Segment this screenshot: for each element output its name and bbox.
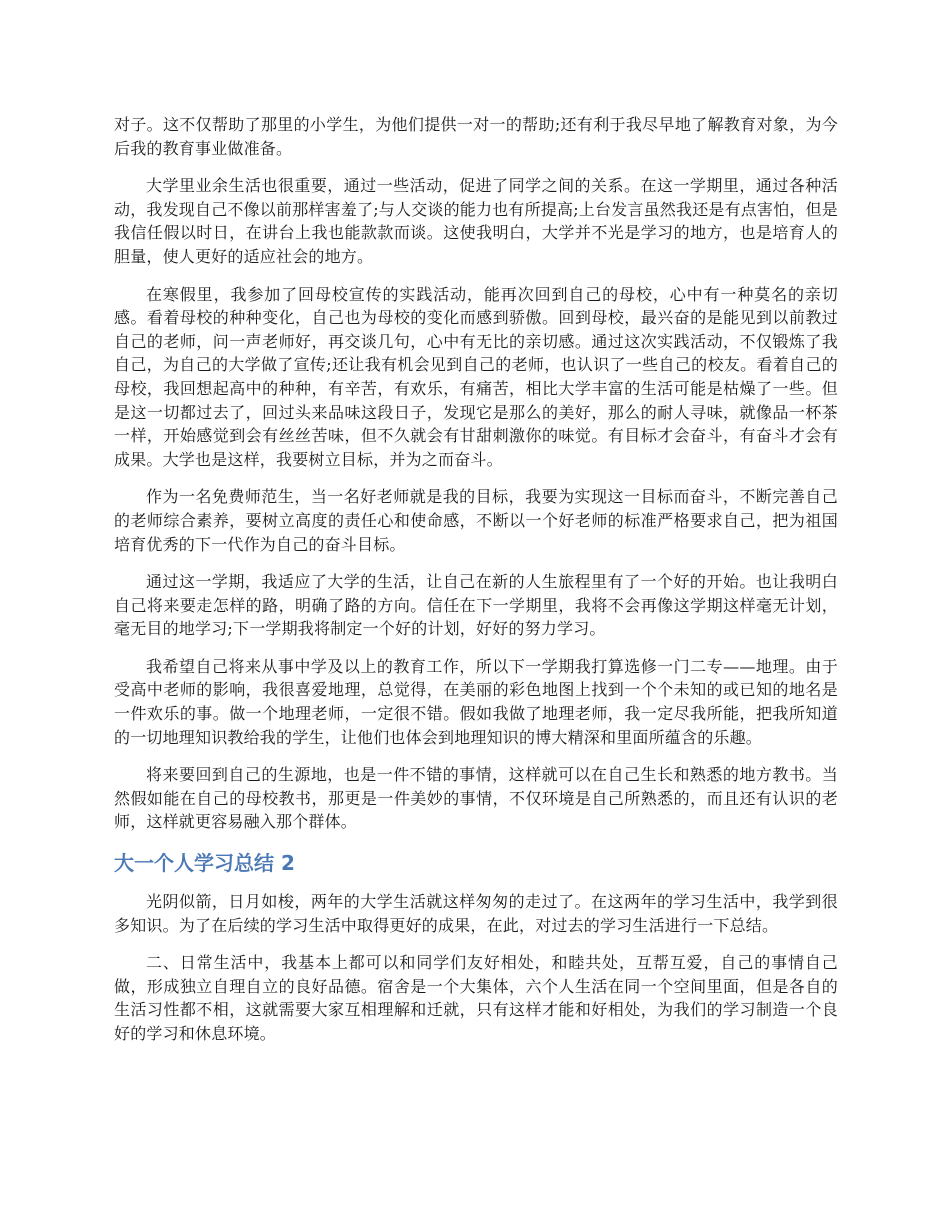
- section-heading: 大一个人学习总结 2: [114, 851, 295, 876]
- paragraph: 在寒假里，我参加了回母校宣传的实践活动，能再次回到自己的母校，心中有一种莫名的亲切感。看着母校的种种变化，自己也为母校的变化而感到骄傲。回到母校，最兴奋的是能见到以前教过自己的老师，问一声老师好，再交谈几句，心中有无比的亲切感。通过这次实践活动，不仅锻炼了我自己，为自己的大学做了宣传;还让我有机会见到自己的老师，也认识了一些自己的校友。看着自己的母校，我回想起高中的种种，有辛苦，有欢乐，有痛苦，相比大学丰富的生活可能是枯燥了一些。但是这一切都过去了，回过头来品味这段日子，发现它是那么的美好，那么的耐人寻味，就像品一杯茶一样，开始感觉到会有丝丝苦味，但不久就会有甘甜刺激你的味觉。有目标才会奋斗，有奋斗才会有成果。大学也是这样，我要树立目标，并为之而奋斗。: [114, 284, 838, 469]
- paragraph: 我希望自己将来从事中学及以上的教育工作，所以下一学期我打算选修一门二专——地理。由于受高中老师的影响，我很喜爱地理，总觉得，在美丽的彩色地图上找到一个个未知的或已知的地名是一件欢乐的事。做一个地理老师，一定很不错。假如我做了地理老师，我一定尽我所能，把我所知道的一切地理知识教给我的学生，让他们也体会到地理知识的博大精深和里面所蕴含的乐趣。: [114, 656, 838, 747]
- paragraph: 二、日常生活中，我基本上都可以和同学们友好相处，和睦共处，互帮互爱，自己的事情自己做，形成独立自理自立的良好品德。宿舍是一个大集体，六个人生活在同一个空间里面，但是各自的生活习性都不相，这就需要大家互相理解和迁就，只有这样才能和好相处，为我们的学习制造一个良好的学习和休息环境。: [114, 953, 838, 1043]
- paragraph: 将来要回到自己的生源地，也是一件不错的事情，这样就可以在自己生长和熟悉的地方教书。当然假如能在自己的母校教书，那更是一件美妙的事情，不仅环境是自己所熟悉的，而且还有认识的老师，这样就更容易融入那个群体。: [114, 765, 838, 832]
- paragraph: 光阴似箭，日月如梭，两年的大学生活就这样匆匆的走过了。在这两年的学习生活中，我学到很多知识。为了在后续的学习生活中取得更好的成果，在此，对过去的学习生活进行一下总结。: [114, 892, 838, 935]
- paragraph: 作为一名免费师范生，当一名好老师就是我的目标，我要为实现这一目标而奋斗，不断完善自己的老师综合素养，要树立高度的责任心和使命感，不断以一个好老师的标准严格要求自己，把为祖国培育优秀的下一代作为自己的奋斗目标。: [114, 487, 838, 554]
- paragraph: 通过这一学期，我适应了大学的生活，让自己在新的人生旅程里有了一个好的开始。也让我明白自己将来要走怎样的路，明确了路的方向。信任在下一学期里，我将不会再像这学期这样毫无计划，毫无目的地学习;下一学期我将制定一个好的计划，好好的努力学习。: [114, 572, 838, 639]
- paragraph-continued: 对子。这不仅帮助了那里的小学生，为他们提供一对一的帮助;还有利于我尽早地了解教育对象，为今后我的教育事业做准备。: [114, 115, 838, 158]
- paragraph: 大学里业余生活也很重要，通过一些活动，促进了同学之间的关系。在这一学期里，通过各种活动，我发现自己不像以前那样害羞了;与人交谈的能力也有所提高;上台发言虽然我还是有点害怕，但是我信任假以时日，在讲台上我也能款款而谈。这使我明白，大学并不光是学习的地方，也是培育人的胆量，使人更好的适应社会的地方。: [114, 176, 838, 266]
